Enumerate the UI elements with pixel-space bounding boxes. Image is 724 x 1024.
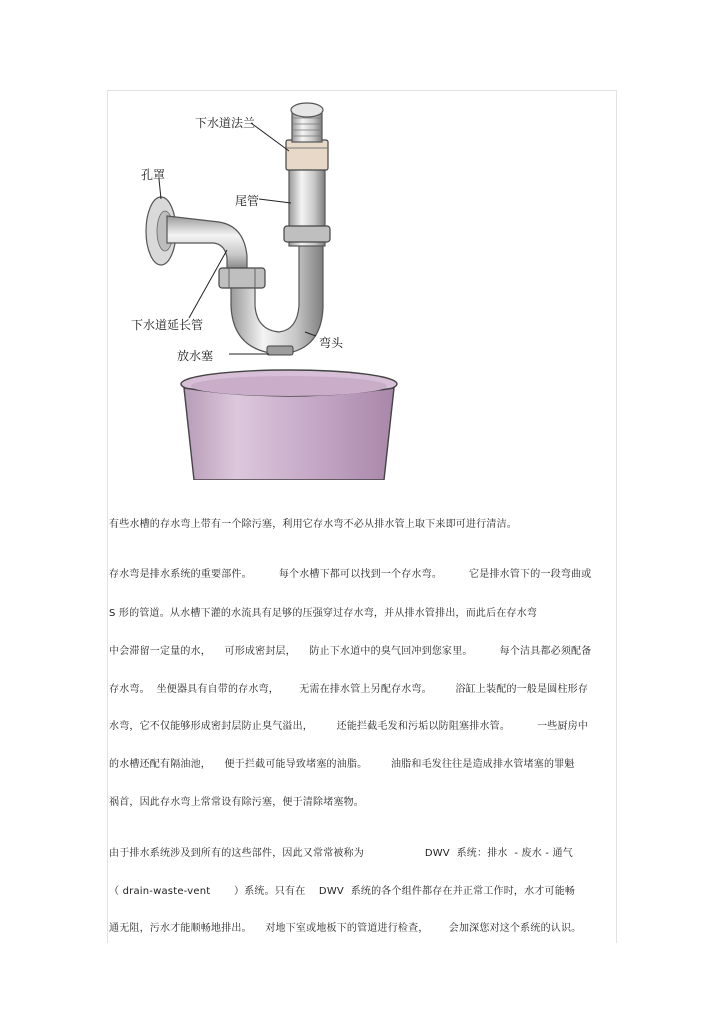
slip-nut-arm xyxy=(219,268,265,288)
paragraph-line: （ drain-waste-vent ）系统。只有在 DWV 系统的各个组件都存在并正常工作时，水才可能畅 xyxy=(109,886,576,897)
p-trap-diagram xyxy=(109,96,414,480)
label-drain-extension: 下水道延长管 xyxy=(131,318,204,332)
slip-nut-tail xyxy=(284,226,330,242)
paragraph-line: 的水槽还配有隔油池， 便于拦截可能导致堵塞的油脂。 油脂和毛发往往是造成排水管堵塞的罪魁 xyxy=(109,759,575,770)
label-drain-plug: 放水塞 xyxy=(177,349,214,363)
paragraph-line: 通无阻，污水才能顺畅地排出。 对地下室或地板下的管道进行检查， 会加深您对这个系统的认识。 xyxy=(109,923,582,934)
paragraph-line: 由于排水系统涉及到所有的这些部件，因此又常常被称为 DWV 系统：排水 - 废水 - 通气 xyxy=(109,848,573,859)
label-elbow: 弯头 xyxy=(319,336,344,350)
paragraph-line: 存水弯是排水系统的重要部件。 每个水槽下都可以找到一个存水弯。 它是排水管下的一段弯曲或 xyxy=(109,569,592,580)
paragraph-line: S 形的管道。从水槽下灌的水流具有足够的压强穿过存水弯，并从排水管排出，而此后在存水弯 xyxy=(109,608,538,619)
paragraph-line: 祸首，因此存水弯上常常设有除污塞，便于清除堵塞物。 xyxy=(109,797,364,808)
drain-extension-pipe xyxy=(167,216,247,271)
paragraph-line: 水弯，它不仅能够形成密封层防止臭气溢出， 还能拦截毛发和污垢以防阻塞排水管。 一些厨房中 xyxy=(109,721,589,732)
p-trap-illustration xyxy=(109,96,414,480)
bucket xyxy=(184,388,394,480)
drain-plug xyxy=(267,346,293,355)
flange-nut xyxy=(286,140,328,170)
label-tailpiece: 尾管 xyxy=(235,194,260,208)
label-escutcheon: 孔罩 xyxy=(141,168,166,182)
paragraph-line: 有些水槽的存水弯上带有一个除污塞，利用它存水弯不必从排水管上取下来即可进行清洁。 xyxy=(109,519,517,530)
paragraph-line: 存水弯。 坐便器具有自带的存水弯， 无需在排水管上另配存水弯。 浴缸上装配的一般是圆柱形存 xyxy=(109,684,589,695)
label-drain-flange: 下水道法兰 xyxy=(195,116,256,130)
paragraph-line: 中会滞留一定量的水， 可形成密封层， 防止下水道中的臭气回冲到您家里。 每个洁具都必须配备 xyxy=(109,646,592,657)
